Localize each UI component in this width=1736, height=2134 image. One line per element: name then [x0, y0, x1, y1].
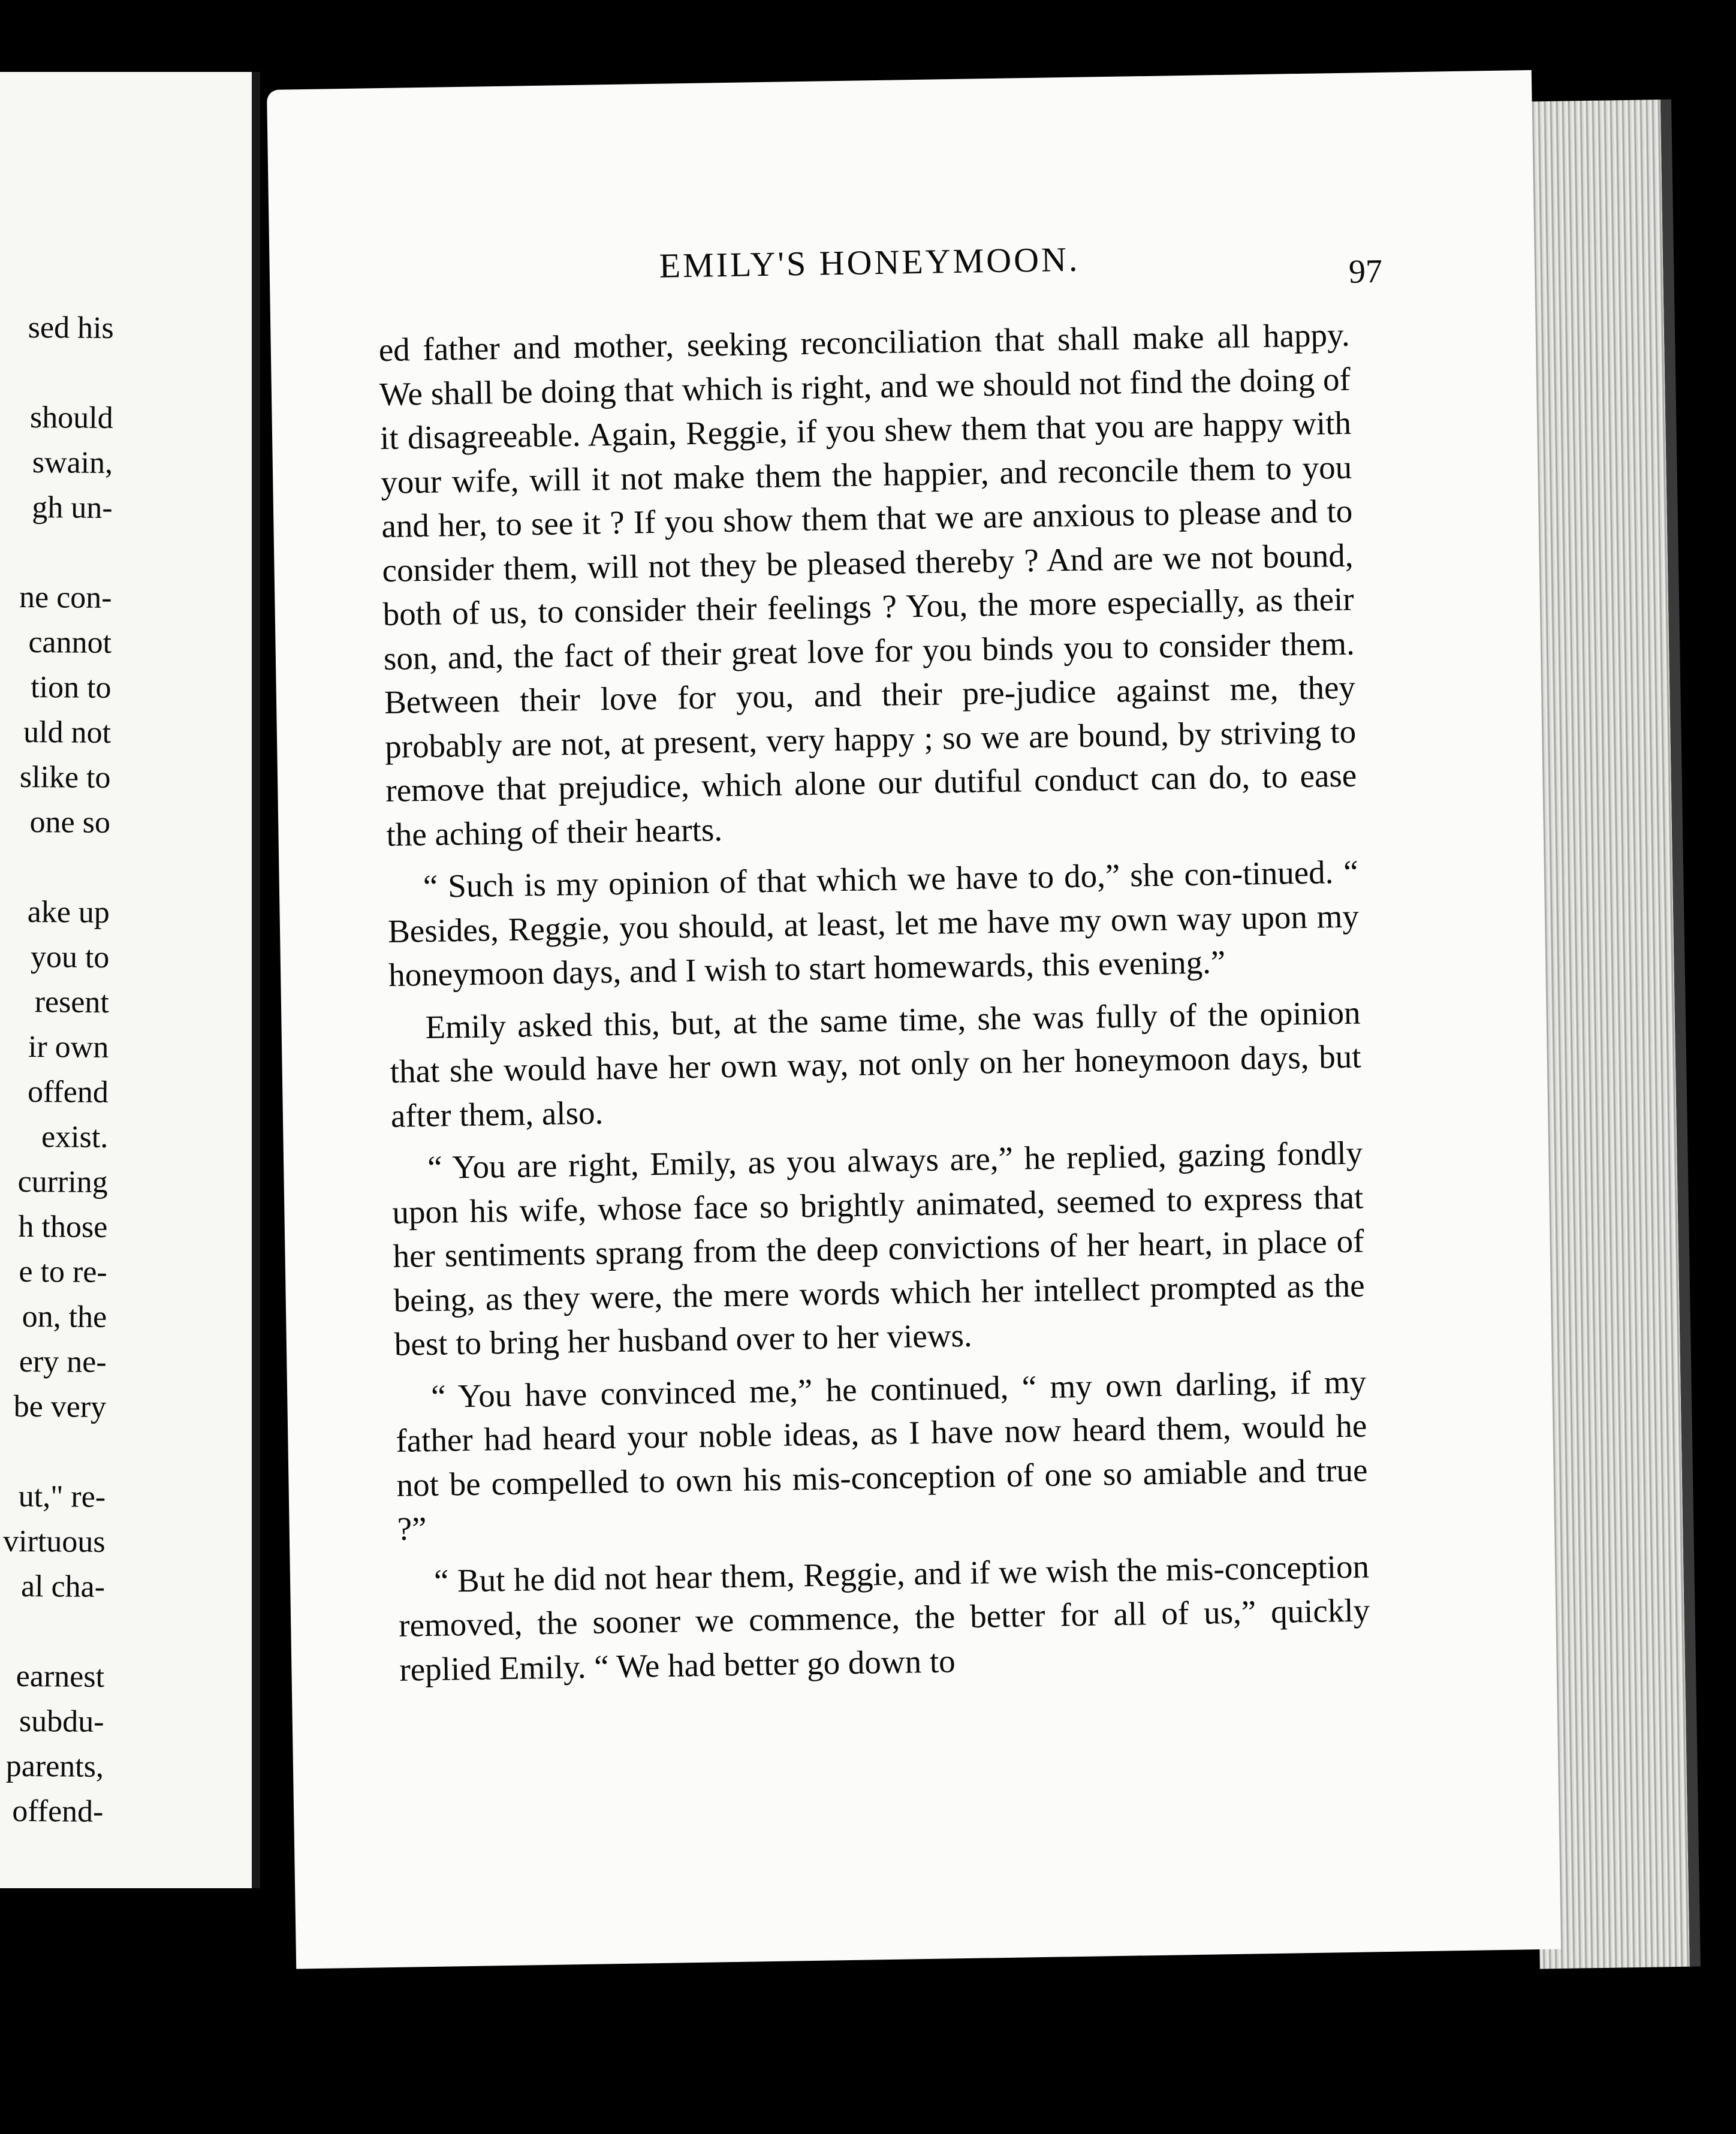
paragraph: ed father and mother, seeking reconciliation that shall make all happy. We shall be doing that which is right, and we should not find the doing of it disagreeable. Again, Reggie, if you shew them that you are happy with your wife, will it not make them the happier, and reconcile them to you and her, to see it ? If you show them that we are anxious to please and to consider them, will not they be pleased thereby ? And are we not bound, both of us, to consider their feelings ? You, the more especially, as their son, and, the fact of their great love for you binds you to consider them. Between their love for you, and their pre-judice against me, they probably are not, at present, very happy ; so we are bound, by striving to remove that prejudice, which alone our dutiful conduct can do, to ease the aching of their hearts. — [378, 316, 1357, 853]
left-line: swain, — [32, 445, 113, 480]
left-line: on, the — [22, 1299, 107, 1334]
left-line: subdu- — [19, 1704, 104, 1739]
left-line: earnest — [16, 1659, 105, 1694]
left-line: offend- — [12, 1794, 104, 1829]
paragraph: Emily asked this, but, at the same time, she was fully of the opinion that she would have her own way, not only on her honeymoon days, but after them, also. — [390, 994, 1362, 1134]
page-header — [269, 232, 1535, 312]
left-line: al cha- — [20, 1569, 106, 1604]
left-line: slike to — [19, 759, 111, 795]
left-line: ut," re- — [18, 1479, 106, 1514]
left-line: curring — [17, 1164, 108, 1199]
paragraph: “ Such is my opinion of that which we have to do,” she con-tinued. “ Besides, Reggie, you should, at least, let me have my own way upon my honeymoon days, and I wish to start homewards, this evening.” — [387, 853, 1360, 993]
left-line: ery ne- — [19, 1344, 107, 1379]
left-line: you to — [30, 940, 110, 975]
left-line — [0, 845, 110, 890]
left-line: ir own — [28, 1030, 109, 1065]
left-line: ne con- — [19, 580, 112, 615]
paragraph: “ You have convinced me,” he continued, “ my own darling, if my father had heard your noble ideas, as I have now heard them, would he not be compelled to own his mis-conception of one so amiable and true ?” — [395, 1363, 1368, 1547]
left-line: h those — [18, 1209, 108, 1244]
left-line — [0, 350, 113, 396]
left-line: one so — [29, 805, 111, 840]
previous-page-text — [0, 305, 114, 1834]
left-line: parents, — [5, 1749, 104, 1784]
left-line — [0, 530, 112, 575]
left-line: uld not — [23, 715, 111, 750]
left-line: gh un- — [32, 490, 113, 525]
running-title: EMILY'S HONEYMOON. — [659, 239, 1080, 285]
previous-page-fragment — [0, 72, 260, 1888]
left-line: exist. — [41, 1120, 108, 1155]
left-line: cannot — [28, 625, 112, 660]
page-body — [378, 313, 1371, 1700]
book-page — [267, 70, 1561, 1969]
left-line: resent — [34, 985, 110, 1020]
paragraph: “ You are right, Emily, as you always are,” he replied, gazing fondly upon his wife, whose face so brightly animated, seemed to express that her sentiments sprang from the deep convictions of her heart, in place of being, as they were, the mere words which her intellect prompted as the best to bring her husband over to her views. — [391, 1134, 1366, 1363]
left-line: sed his — [28, 311, 114, 345]
left-line: be very — [13, 1389, 107, 1424]
left-line: should — [29, 400, 113, 435]
left-line: virtuous — [2, 1524, 106, 1559]
left-line: tion to — [31, 670, 111, 705]
left-line: offend — [27, 1075, 109, 1110]
left-line: ake up — [27, 895, 110, 930]
left-line: e to re- — [19, 1254, 107, 1289]
left-line — [0, 1609, 105, 1654]
left-line — [0, 1429, 106, 1475]
paragraph: “ But he did not hear them, Reggie, and if we wish the mis-conception removed, the sooner we commence, the better for all of us,” quickly replied Emily. “ We had better go down to — [398, 1547, 1370, 1688]
page-number: 97 — [1348, 252, 1383, 291]
